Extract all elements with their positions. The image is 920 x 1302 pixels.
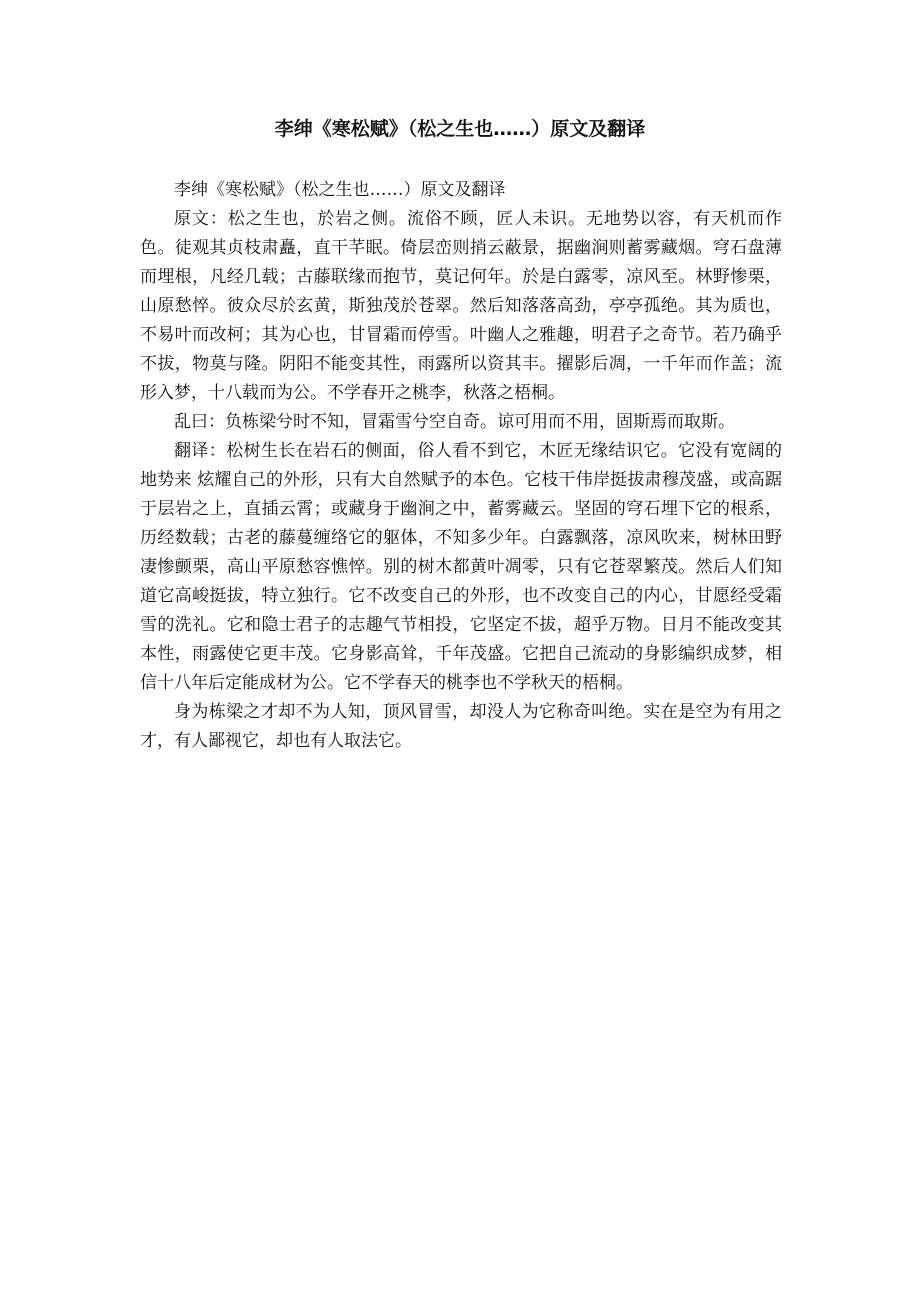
original-text-paragraph: 原文：松之生也，於岩之侧。流俗不顾，匠人未识。无地势以容，有天机而作色。徒观其贞枝肃矗，直干芊眠。倚层峦则捎云蔽景，据幽涧则蓄雾藏烟。穹石盘薄而埋根，凡经几载；古藤联缘而抱节，莫记何年。於是白露零，凉风至。林野惨栗，山原愁悴。彼众尽於玄黄，斯独茂於苍翠。然后知落落高劲，亭亭孤绝。其为质也，不易叶而改柯；其为心也，甘冒霜而停雪。叶幽人之雅趣，明君子之奇节。若乃确乎不拔，物莫与隆。阴阳不能变其性，雨露所以资其丰。擢影后凋，一千年而作盖；流形入梦，十八载而为公。不学春开之桃李，秋落之梧桐。 [140, 209, 782, 403]
document-title: 李绅《寒松赋》（松之生也……）原文及翻译 [274, 118, 646, 140]
document-body [140, 176, 782, 756]
subtitle-paragraph: 李绅《寒松赋》（松之生也……）原文及翻译 [174, 180, 506, 200]
translation-coda-paragraph: 身为栋梁之才却不为人知，顶风冒雪，却没人为它称奇叫绝。实在是空为有用之才，有人鄙视它，却也有人取法它。 [140, 702, 782, 751]
translation-paragraph: 翻译：松树生长在岩石的侧面，俗人看不到它，木匠无缘结识它。它没有宽阔的地势来 炫耀自己的外形，只有大自然赋予的本色。它枝干伟岸挺拔肃穆茂盛，或高踞于层岩之上，直插云霄；或藏身于幽涧之中，蓄雾藏云。坚固的穹石埋下它的根系，历经数载；古老的藤蔓缠络它的躯体，不知多少年。白露飘落，凉风吹来，树林田野凄惨颤栗，高山平原愁容憔悴。别的树木都黄叶凋零，只有它苍翠繁茂。然后人们知道它高峻挺拔，特立独行。它不改变自己的外形，也不改变自己的内心，甘愿经受霜雪的洗礼。它和隐士君子的志趣气节相投，它坚定不拔，超乎万物。日月不能改变其本性，雨露使它更丰茂。它身影高耸，千年茂盛。它把自己流动的身影编织成梦，相信十八年后定能成材为公。它不学春天的桃李也不学秋天的梧桐。 [140, 441, 782, 693]
coda-paragraph: 乱曰：负栋梁兮时不知，冒霜雪兮空自奇。谅可用而不用，固斯焉而取斯。 [174, 412, 735, 432]
